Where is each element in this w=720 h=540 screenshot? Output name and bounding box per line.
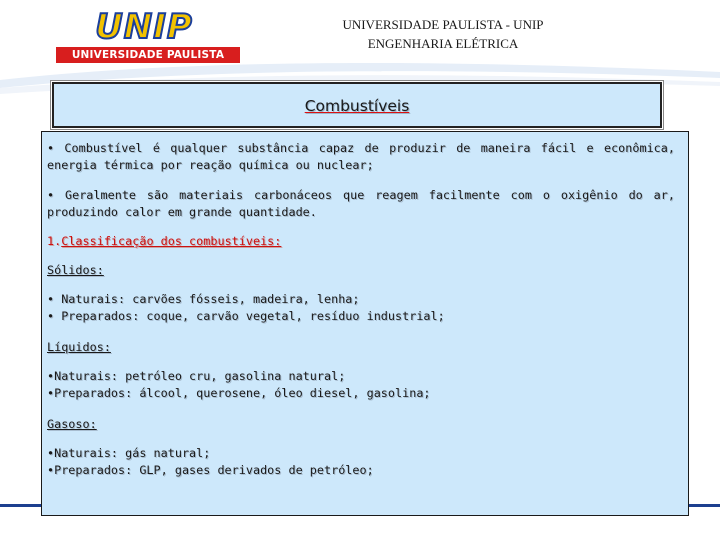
classification-number: 1. [47, 234, 62, 248]
header-line-university: UNIVERSIDADE PAULISTA - UNIP [342, 17, 544, 32]
list-item: •Preparados: GLP, gases derivados de petróleo; [47, 463, 374, 477]
footer-rule-left [0, 504, 41, 507]
carbonaceous-paragraph: • Geralmente são materiais carbonáceos que reagem facilmente com o oxigênio do ar, produzindo calor em grande quantidade. [47, 188, 675, 219]
list-item: • Naturais: carvões fósseis, madeira, lenha; [47, 292, 360, 306]
section-heading-gases: Gasoso: [47, 417, 97, 431]
footer-rule-right [689, 504, 720, 507]
section-heading-solids: Sólidos: [47, 263, 104, 277]
header-line-course: ENGENHARIA ELÉTRICA [367, 36, 519, 51]
institution-header [250, 15, 636, 53]
classification-label: Classificação dos combustíveis: [61, 234, 282, 248]
unip-logo [48, 7, 240, 61]
logo-tagline: UNIVERSIDADE PAULISTA [56, 47, 240, 63]
list-item: •Naturais: petróleo cru, gasolina natural; [47, 369, 346, 383]
list-item: •Preparados: álcool, querosene, óleo diesel, gasolina; [47, 386, 431, 400]
title-box [52, 82, 662, 128]
classification-heading [47, 233, 675, 250]
list-item: • Preparados: coque, carvão vegetal, resíduo industrial; [47, 309, 445, 323]
slide-body [47, 140, 675, 479]
list-item: •Naturais: gás natural; [47, 446, 211, 460]
logo-wordmark: UNIP [95, 7, 193, 47]
definition-paragraph: • Combustível é qualquer substância capaz de produzir de maneira fácil e econômica, energia térmica por reação química ou nuclear; [47, 141, 675, 172]
section-heading-liquids: Líquidos: [47, 340, 111, 354]
slide-title: Combustíveis [304, 97, 410, 115]
